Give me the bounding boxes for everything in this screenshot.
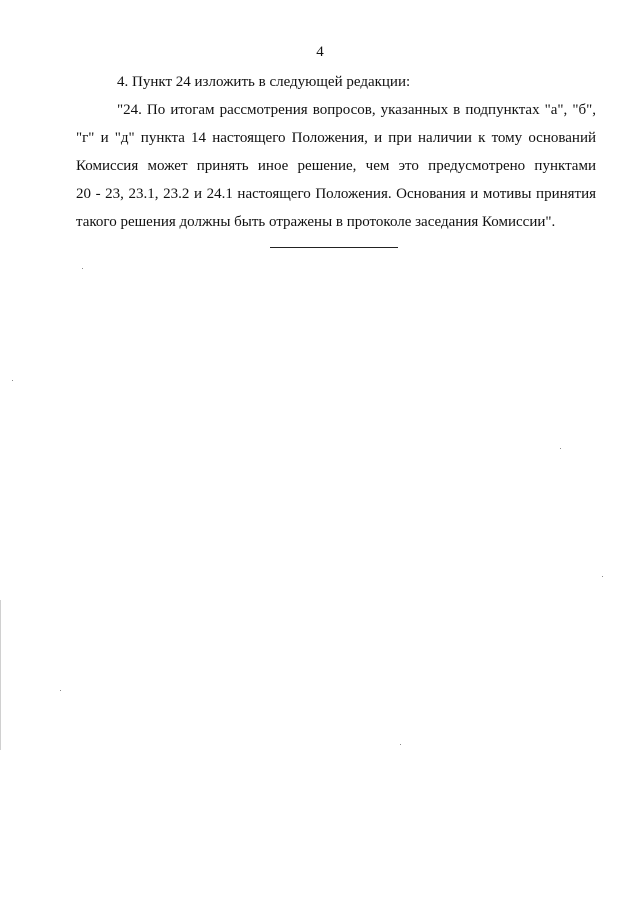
scan-speck <box>82 268 83 269</box>
paragraph-line-4: 20 - 23, 23.1, 23.2 и 24.1 настоящего Положения. Основания и мотивы принятия <box>76 186 596 202</box>
paragraph-line-3: Комиссия может принять иное решение, чем это предусмотрено пунктами <box>76 158 596 174</box>
scan-speck <box>602 576 603 577</box>
scan-speck <box>560 448 561 449</box>
paragraph-line-5: такого решения должны быть отражены в протоколе заседания Комиссии". <box>76 214 556 230</box>
scan-speck <box>60 690 61 691</box>
item-heading: 4. Пункт 24 изложить в следующей редакции: <box>117 74 411 90</box>
scan-edge-mark <box>0 600 1 750</box>
paragraph-line-2: "г" и "д" пункта 14 настоящего Положения, и при наличии к тому оснований <box>76 130 596 146</box>
scan-speck <box>400 744 401 745</box>
scan-speck <box>12 380 13 381</box>
page-number: 4 <box>316 44 324 60</box>
paragraph-line-1: "24. По итогам рассмотрения вопросов, указанных в подпунктах "а", "б", <box>117 102 596 118</box>
end-divider <box>270 247 398 248</box>
